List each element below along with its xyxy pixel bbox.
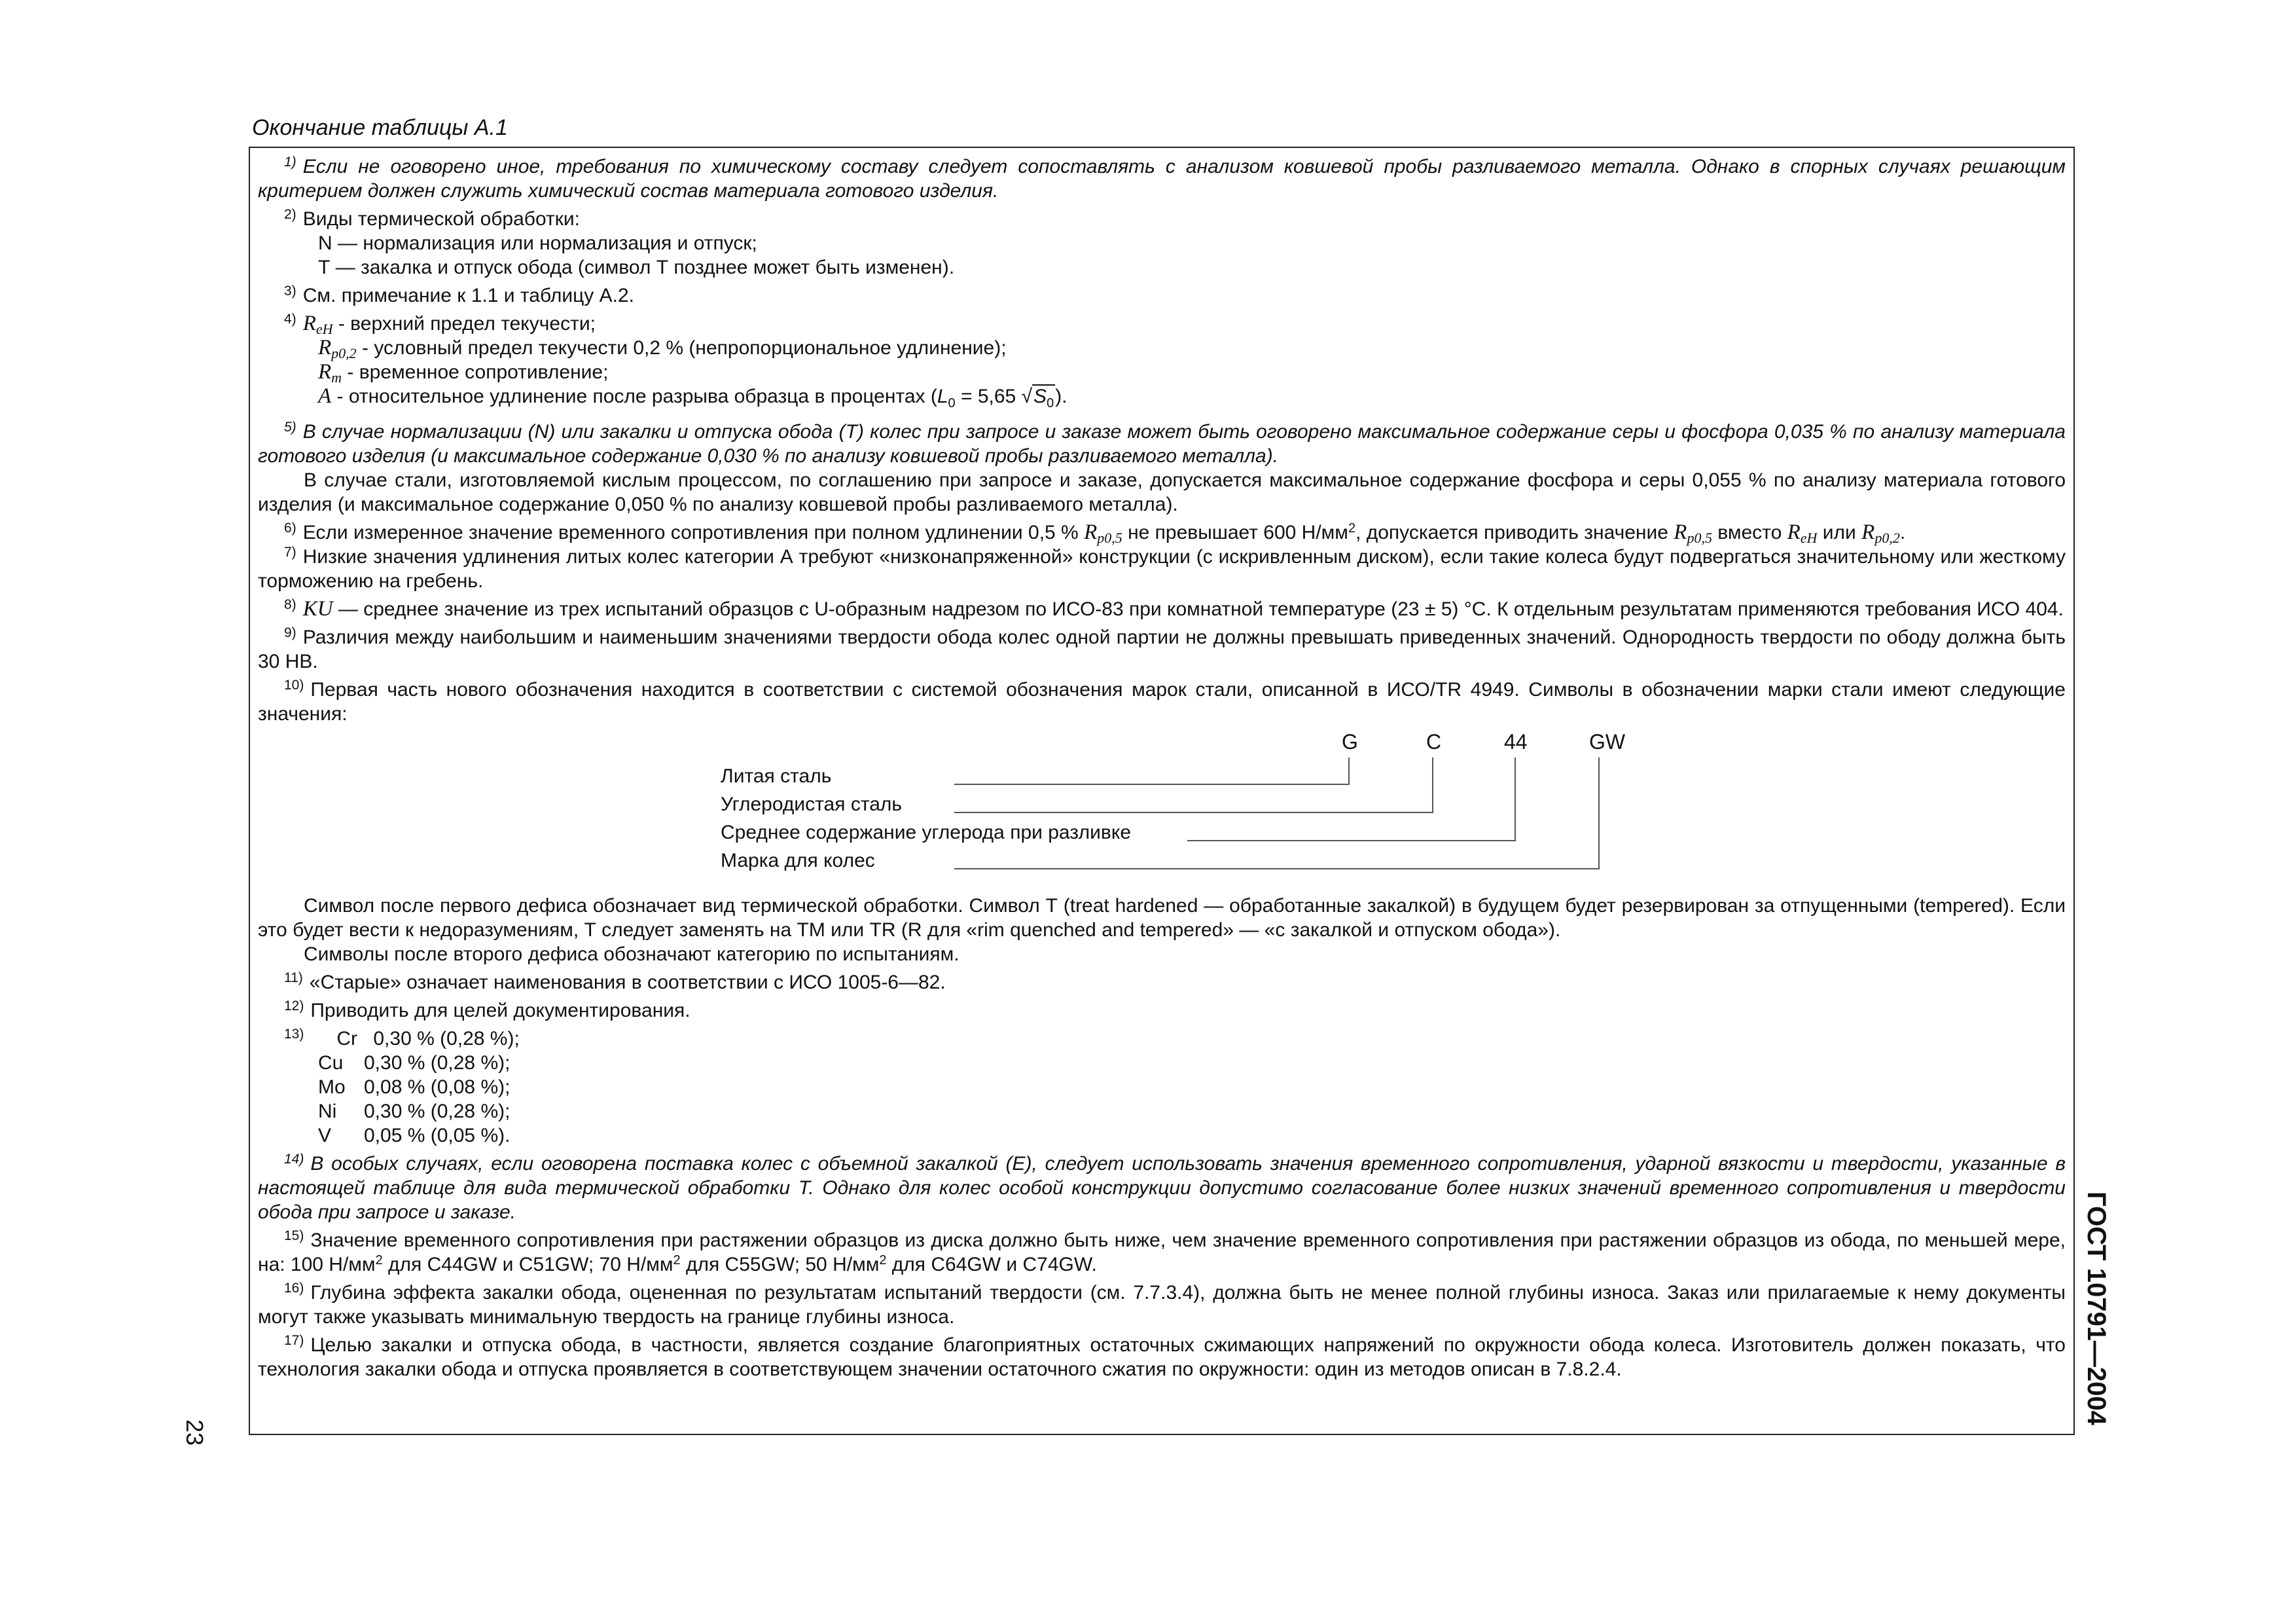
element-value: 0,30 % (0,28 %);	[364, 1101, 511, 1122]
footnote-text: Глубина эффекта закалки обода, оцененная по результатам испытаний твердости (см. 7.7.3.4), должна быть не менее полной глубины износа. Заказ или прилагаемые к нему документы могут также указывать минимальную твердость на границе глубины износа.	[258, 1282, 2066, 1328]
element-value: 0,30 % (0,28 %);	[364, 1052, 511, 1074]
footnote-15	[258, 1228, 2066, 1277]
footnote-number: 2)	[284, 207, 296, 222]
footnote-number: 3)	[284, 283, 296, 299]
leader-vertical-44	[1515, 757, 1516, 840]
element-row	[258, 1075, 2066, 1099]
symbol-rm: $R_m$	[318, 360, 342, 386]
footnote-7	[258, 545, 2066, 593]
element-row	[258, 1123, 2066, 1148]
footnote-10-paragraph-3: Символы после второго дефиса обозначают категорию по испытаниям.	[304, 943, 960, 965]
footnote-number: 5)	[284, 420, 296, 435]
label-cast-steel: Литая сталь	[721, 765, 832, 787]
footnote-text: См. примечание к 1.1 и таблицу А.2.	[302, 285, 634, 306]
footnote-17	[258, 1333, 2066, 1381]
element-symbol: Cr	[336, 1028, 358, 1049]
rp-line	[258, 336, 2066, 360]
footnote-number: 17)	[284, 1333, 304, 1348]
footnote-13	[258, 1027, 2066, 1051]
label-avg-carbon: Среднее содержание углерода при разливке	[721, 822, 1132, 843]
footnote-number: 11)	[284, 970, 303, 985]
table-caption: Окончание таблицы А.1	[252, 115, 508, 140]
heat-treatment-t: Т — закалка и отпуск обода (символ Т позднее может быть изменен).	[318, 257, 955, 278]
page-number: 23	[181, 1419, 208, 1446]
footnote-text: KU — среднее значение из трех испытаний образцов с U-образным надрезом по ИСО-83 при комнатной температуре (23 ± 5) °С. К отдельным результатам применяются требования ИСО 404.	[302, 597, 2064, 621]
footnote-text: Если измеренное значение временного сопротивления при полном удлинении 0,5 % $R_{p0,5}$ не превышает 600 $Н/мм^2$, допускается приводить значение $R_{p0,5}$ вместо $R_{eH}$ или $R_{p0,2}$.	[302, 520, 1906, 546]
a-line	[258, 384, 2066, 416]
footnote-16	[258, 1281, 2066, 1329]
footnotes	[258, 155, 2066, 1381]
footnote-1	[258, 155, 2066, 203]
leader-vertical-c	[1432, 757, 1433, 812]
document-identifier: ГОСТ 10791—2004	[2082, 1192, 2111, 1425]
leader-line-g	[954, 784, 1350, 785]
footnote-text: Первая часть нового обозначения находится в соответствии с системой обозначения марок стали, описанной в ИСО/TR 4949. Символы в обозначении марки стали имеют следующие значения:	[258, 679, 2066, 725]
footnote-number: 8)	[284, 597, 296, 612]
footnote-text: Целью закалки и отпуска обода, в частности, является создание благоприятных остаточных сжимающих напряжений по окружности обода колеса. Изготовитель должен показать, что технология закалки обода и отпуска проявляется в соответствующем значении остаточного сжатия по окружности: один из методов описан в 7.8.2.4.	[258, 1334, 2066, 1380]
footnote-text: В случае нормализации (N) или закалки и отпуска обода (Т) колес при запросе и заказе может быть оговорено максимальное содержание серы и фосфора 0,035 % по анализу материала готового изделия (и максимальное содержание 0,030 % по анализу ковшевой пробы разливаемого металла).	[258, 421, 2066, 467]
code-44: 44	[1504, 730, 1528, 754]
footnote-text: Если не оговорено иное, требования по химическому составу следует сопоставлять с анализом ковшевой пробы разливаемого металла. Однако в спорных случаях решающим критерием должен служить химический состав материала готового изделия.	[258, 156, 2066, 202]
a-definition: - относительное удлинение после разрыва образца в процентах ($L_0 = 5,65$ $√S_0$).	[331, 386, 1067, 410]
symbol-a: A	[318, 384, 332, 408]
footnote-4	[258, 312, 2066, 336]
footnote-text: Различия между наибольшим и наименьшим значениями твердости обода колес одной партии не должны превышать приведенных значений. Однородность твердости по ободу должна быть 30 НВ.	[258, 627, 2066, 672]
element-symbol: V	[318, 1125, 332, 1146]
footnote-number: 12)	[284, 998, 304, 1013]
leader-vertical-gw	[1598, 757, 1600, 868]
element-value: 0,08 % (0,08 %);	[364, 1076, 511, 1098]
element-value: 0,05 % (0,05 %).	[364, 1125, 511, 1146]
leader-line-44	[1187, 840, 1516, 841]
footnote-text: Низкие значения удлинения литых колес категории А требуют «низконапряженной» конструкции (с искривленным диском), если такие колеса будут подвергаться значительному или жесткому торможению на гребень.	[258, 546, 2066, 592]
footnote-5-paragraph-2: В случае стали, изготовляемой кислым процессом, по соглашению при запросе и заказе, допускается максимальное содержание фосфора и серы 0,055 % по анализу материала готового изделия (и максимальное содержание 0,050 % по анализу ковшевой пробы разливаемого металла).	[258, 469, 2066, 515]
element-row	[258, 1099, 2066, 1123]
rm-line	[258, 360, 2066, 384]
footnote-number: 10)	[284, 678, 304, 693]
code-g: G	[1342, 730, 1358, 754]
footnote-text: «Старые» означает наименования в соответствии с ИСО 1005-6—82.	[309, 972, 946, 993]
label-carbon-steel: Углеродистая сталь	[721, 793, 903, 815]
element-value: 0,30 % (0,28 %);	[373, 1028, 520, 1049]
steel-designation-scheme	[258, 726, 2066, 890]
footnote-10	[258, 678, 2066, 726]
footnote-9	[258, 625, 2066, 674]
footnote-number: 13)	[284, 1027, 304, 1042]
footnote-2	[258, 207, 2066, 231]
footnote-number: 7)	[284, 545, 296, 560]
leader-line-c	[954, 812, 1433, 813]
footnote-3	[258, 283, 2066, 308]
element-row	[310, 1027, 519, 1051]
footnote-text: В особых случаях, если оговорена поставка колес с объемной закалкой (Е), следует использовать значения временного сопротивления, ударной вязкости и твердости, указанные в настоящей таблице для вида термической обработки Т. Однако для колес особой конструкции допустимо согласование более низких значений временного сопротивления и твердости обода при запросе и заказе.	[258, 1153, 2066, 1223]
reh-definition: - верхний предел текучести;	[332, 313, 596, 335]
footnote-text: Виды термической обработки:	[302, 208, 580, 230]
element-symbol: Cu	[318, 1052, 344, 1074]
leader-line-gw	[954, 868, 1600, 869]
label-wheel-grade: Марка для колес	[721, 850, 875, 871]
heat-treatment-n: N — нормализация или нормализация и отпуск;	[318, 232, 757, 254]
symbol-reh: $R_{eH}$	[302, 312, 333, 337]
footnote-text: Значение временного сопротивления при растяжении образцов из диска должно быть ниже, чем значение временного сопротивления при растяжении образцов из обода, по меньшей мере, на: 100 $Н/мм^2$ для C44GW и C51GW; 70 $Н/мм^2$ для C55GW; 50 $Н/мм^2$ для C64GW и C74GW.	[258, 1230, 2066, 1275]
footnote-number: 4)	[284, 312, 296, 327]
leader-vertical-g	[1348, 757, 1350, 784]
footnote-8	[258, 597, 2066, 621]
code-gw: GW	[1589, 730, 1626, 754]
footnote-11	[258, 970, 2066, 994]
footnote-number: 9)	[284, 625, 296, 640]
code-c: С	[1426, 730, 1442, 754]
element-symbol: Ni	[318, 1101, 337, 1122]
footnote-6	[258, 520, 2066, 545]
element-row	[258, 1051, 2066, 1075]
symbol-rp02: $R_{p0,2}$	[318, 336, 357, 361]
footnote-14	[258, 1152, 2066, 1224]
footnote-number: 6)	[284, 520, 296, 536]
footnote-10-paragraph-2: Символ после первого дефиса обозначает вид термической обработки. Символ Т (treat hardened — обработанные закалкой) в будущем будет резервирован за отпущенными (tempered). Если это будет вести к недоразумениям, Т следует заменять на ТМ или TR (R для «rim quenched and tempered» — «с закалкой и отпуском обода»).	[258, 895, 2066, 941]
footnote-number: 1)	[284, 155, 296, 170]
footnote-number: 14)	[284, 1152, 304, 1167]
footnote-text: Приводить для целей документирования.	[310, 1000, 691, 1021]
footnote-number: 16)	[284, 1281, 304, 1296]
footnote-12	[258, 998, 2066, 1023]
element-symbol: Mo	[318, 1076, 346, 1098]
rp-definition: - условный предел текучести 0,2 % (непропорциональное удлинение);	[356, 337, 1007, 359]
footnote-number: 15)	[284, 1228, 304, 1243]
footnote-5	[258, 420, 2066, 468]
rm-definition: - временное сопротивление;	[342, 361, 609, 383]
